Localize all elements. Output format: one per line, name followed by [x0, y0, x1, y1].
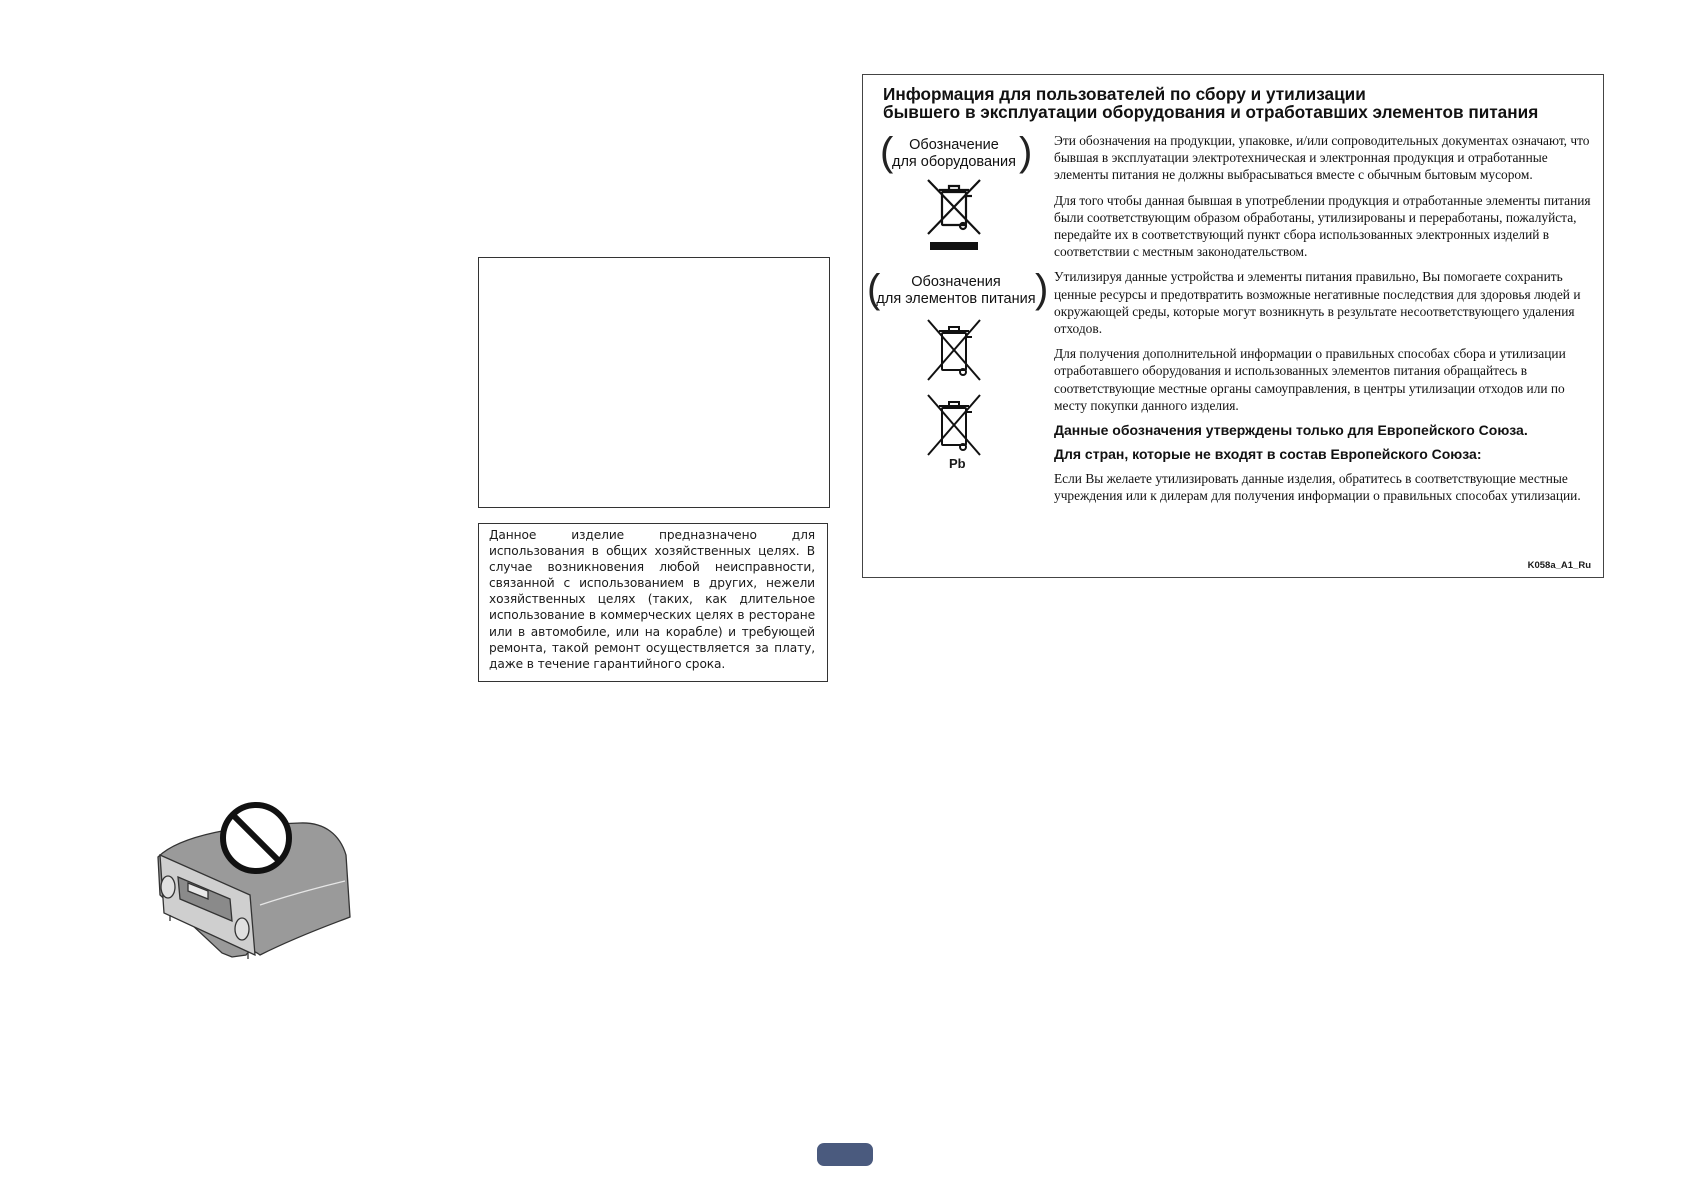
eu-only-heading: Данные обозначения утверждены только для Европейского Союза.: [1054, 422, 1528, 439]
crossed-out-wheelie-bin-icon: [925, 178, 983, 250]
crossed-out-wheelie-bin-icon: [925, 393, 983, 457]
household-use-notice: [478, 523, 828, 682]
left-parenthesis: (: [867, 267, 881, 311]
lead-symbol-label: Pb: [949, 456, 966, 471]
left-parenthesis: (: [880, 130, 894, 174]
paragraph: Для того чтобы данная бывшая в употреблении продукция и отработанные элементы питания были соответствующим образом обработаны, утилизированы и переработаны, пожалуйста, передайте их в соответствующий пункт сбора использованных электронных изделий в соответствии с местным законодательством.: [1054, 192, 1591, 260]
household-use-notice-text: Данное изделие предназначено для использования в общих хозяйственных целях. В случае возникновения любой неисправности, связанной с использованием в других, нежели хозяйственных целях (таких, как длительное использование в коммерческих целях в ресторане или в автомобиле, или на корабле) и требующей ремонта, такой ремонт осуществляется за плату, даже в течение гарантийного срока.: [489, 528, 815, 671]
prohibition-sign-icon: [218, 800, 294, 876]
right-parenthesis: ): [1035, 267, 1049, 311]
disposal-info-panel: [862, 74, 1604, 578]
non-eu-heading: Для стран, которые не входят в состав Европейского Союза:: [1054, 446, 1482, 463]
document-code: K058a_A1_Ru: [1527, 560, 1591, 571]
disposal-info-text: [1054, 132, 1594, 512]
battery-symbol-label: Обозначения для элементов питания: [876, 274, 1036, 307]
disposal-info-title: Информация для пользователей по сбору и утилизации бывшего в эксплуатации оборудования и отработавших элементов питания: [883, 84, 1539, 122]
right-parenthesis: ): [1019, 130, 1033, 174]
page-number-badge: [817, 1143, 873, 1166]
paragraph: Эти обозначения на продукции, упаковке, и/или сопроводительных документах означают, что бывшая в эксплуатации электротехническая и электронная продукция и отработанные элементы питания не должны выбрасываться вместе с обычным бытовым мусором.: [1054, 133, 1590, 183]
empty-frame: [478, 257, 830, 508]
crossed-out-wheelie-bin-icon: [925, 318, 983, 382]
paragraph: Утилизируя данные устройства и элементы питания правильно, Вы помогаете сохранить ценные ресурсы и предотвратить возможные негативные последствия для здоровья людей и окружающей среды, которые могут возникнуть в результате несоответствующего удаления отходов.: [1054, 269, 1581, 337]
equipment-symbol-label: Обозначение для оборудования: [892, 137, 1016, 170]
paragraph: Для получения дополнительной информации о правильных способах сбора и утилизации отработавшего оборудования и использованных элементов питания обращайтесь в соответствующие местные органы самоуправления, в центры утилизации отходов или по месту покупки данного изделия.: [1054, 346, 1566, 413]
paragraph: Если Вы желаете утилизировать данные изделия, обратитесь в соответствующие местные учреждения или к дилерам для получения информации о правильных способах утилизации.: [1054, 471, 1581, 504]
